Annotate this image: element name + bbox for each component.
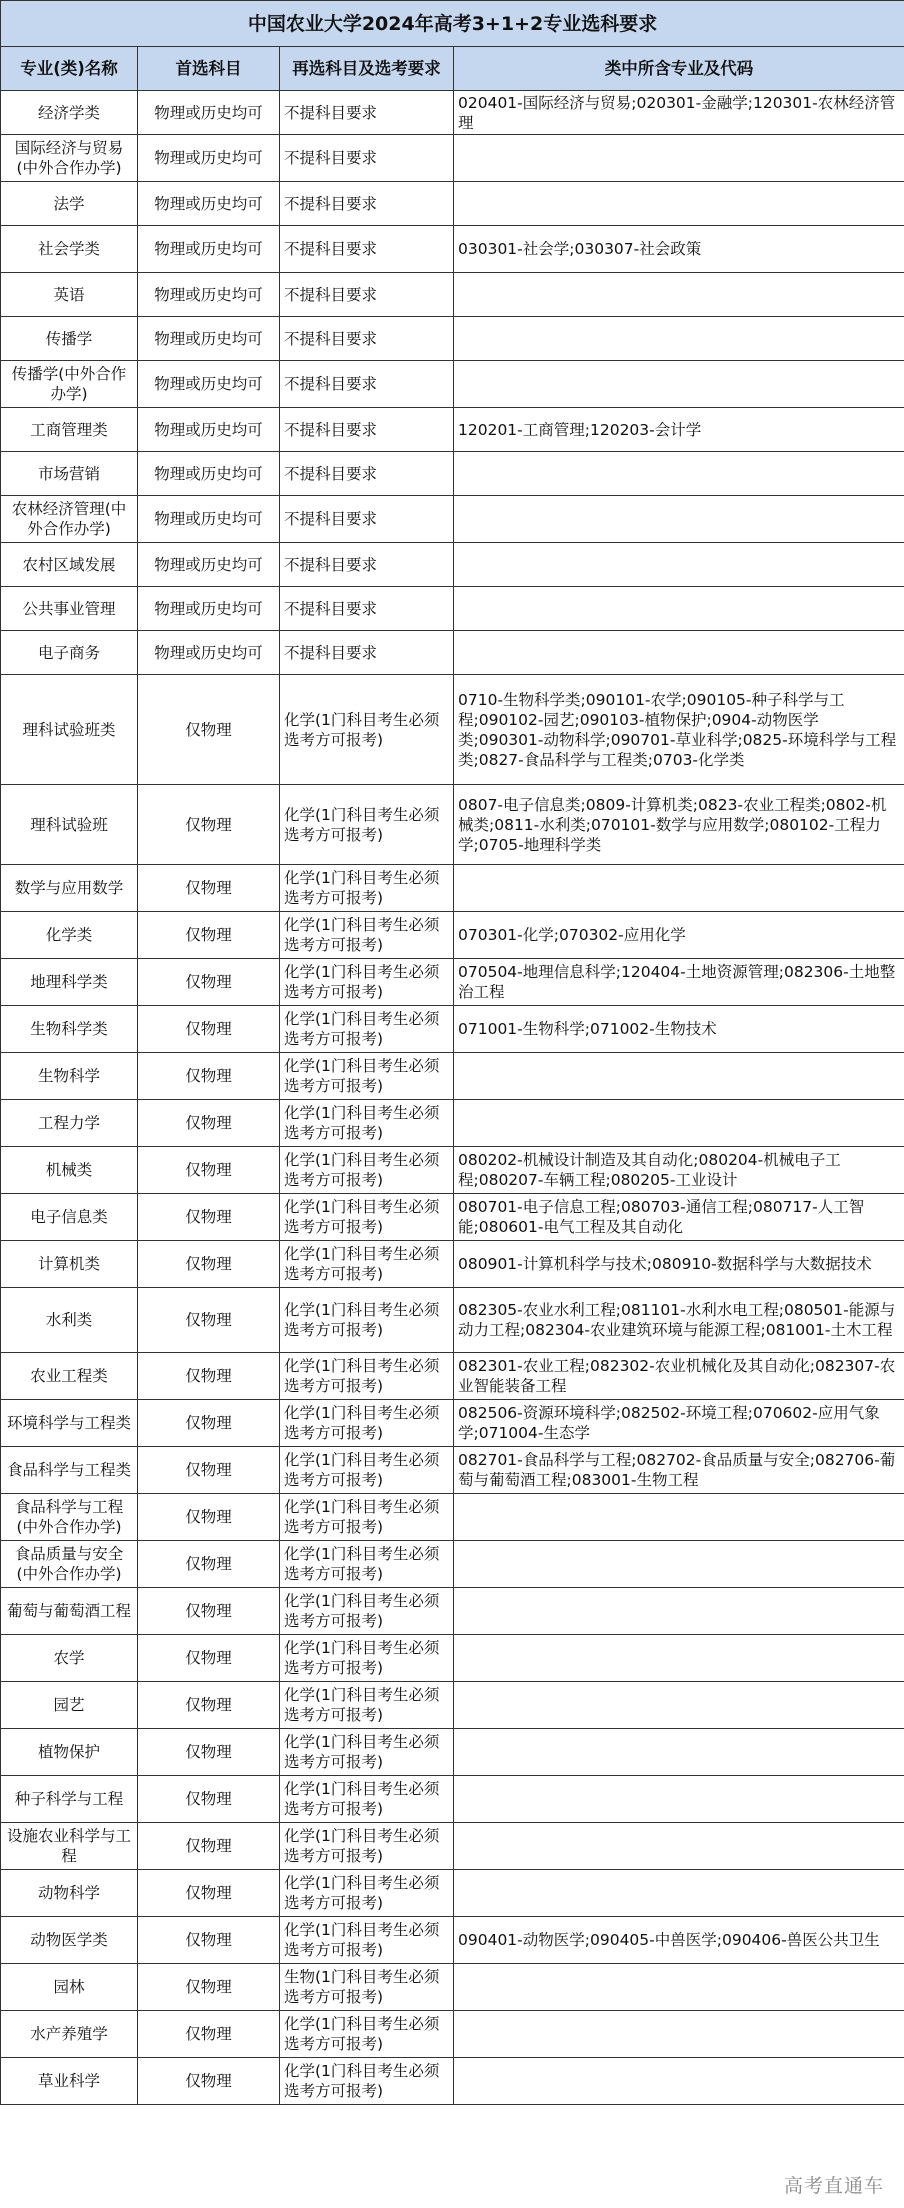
first-subject-cell: 仅物理 xyxy=(138,1241,280,1288)
first-subject-cell: 仅物理 xyxy=(138,1353,280,1400)
first-subject-cell: 物理或历史均可 xyxy=(138,631,280,675)
included-majors-cell: 0710-生物科学类;090101-农学;090105-种子科学与工程;090102-园艺;090103-植物保护;0904-动物医学类;090301-动物科学;090701-草业科学;0825-环境科学与工程类;0827-食品科学与工程类;0703-化学类 xyxy=(454,675,904,785)
included-majors-cell xyxy=(454,543,904,587)
table-row xyxy=(1,226,904,273)
included-majors-cell xyxy=(454,317,904,361)
table-row xyxy=(1,317,904,361)
table-row xyxy=(1,1447,904,1494)
included-majors-cell xyxy=(454,1100,904,1147)
major-name-cell: 食品科学与工程类 xyxy=(1,1447,138,1494)
table-row xyxy=(1,865,904,912)
second-subject-cell: 不提科目要求 xyxy=(280,273,454,317)
second-subject-cell: 化学(1门科目考生必须选考方可报考) xyxy=(280,1635,454,1682)
second-subject-cell: 不提科目要求 xyxy=(280,226,454,273)
included-majors-cell: 120201-工商管理;120203-会计学 xyxy=(454,408,904,452)
first-subject-cell: 仅物理 xyxy=(138,1494,280,1541)
included-majors-cell xyxy=(454,631,904,675)
included-majors-cell xyxy=(454,865,904,912)
table-row xyxy=(1,1147,904,1194)
table-row xyxy=(1,1635,904,1682)
second-subject-cell: 不提科目要求 xyxy=(280,452,454,496)
major-name-cell: 电子信息类 xyxy=(1,1194,138,1241)
table-row xyxy=(1,1053,904,1100)
table-row xyxy=(1,959,904,1006)
table-row xyxy=(1,408,904,452)
first-subject-cell: 仅物理 xyxy=(138,1400,280,1447)
major-name-cell: 动物医学类 xyxy=(1,1917,138,1964)
second-subject-cell: 化学(1门科目考生必须选考方可报考) xyxy=(280,1447,454,1494)
major-name-cell: 食品质量与安全(中外合作办学) xyxy=(1,1541,138,1588)
included-majors-cell xyxy=(454,1870,904,1917)
first-subject-cell: 仅物理 xyxy=(138,1147,280,1194)
second-subject-cell: 化学(1门科目考生必须选考方可报考) xyxy=(280,1870,454,1917)
table-row xyxy=(1,1917,904,1964)
second-subject-cell: 不提科目要求 xyxy=(280,135,454,182)
major-name-cell: 环境科学与工程类 xyxy=(1,1400,138,1447)
included-majors-cell xyxy=(454,1494,904,1541)
second-subject-cell: 化学(1门科目考生必须选考方可报考) xyxy=(280,1241,454,1288)
first-subject-cell: 仅物理 xyxy=(138,2011,280,2058)
included-majors-cell xyxy=(454,587,904,631)
first-subject-cell: 仅物理 xyxy=(138,1541,280,1588)
included-majors-cell xyxy=(454,452,904,496)
header-major-name: 专业(类)名称 xyxy=(1,47,138,91)
table-row xyxy=(1,1494,904,1541)
major-name-cell: 传播学(中外合作办学) xyxy=(1,361,138,408)
included-majors-cell xyxy=(454,1541,904,1588)
first-subject-cell: 仅物理 xyxy=(138,912,280,959)
second-subject-cell: 化学(1门科目考生必须选考方可报考) xyxy=(280,1776,454,1823)
first-subject-cell: 物理或历史均可 xyxy=(138,361,280,408)
table-row xyxy=(1,452,904,496)
second-subject-cell: 化学(1门科目考生必须选考方可报考) xyxy=(280,1053,454,1100)
table-row xyxy=(1,135,904,182)
table-row xyxy=(1,785,904,865)
second-subject-cell: 化学(1门科目考生必须选考方可报考) xyxy=(280,1288,454,1353)
second-subject-cell: 不提科目要求 xyxy=(280,587,454,631)
included-majors-cell: 082301-农业工程;082302-农业机械化及其自动化;082307-农业智能装备工程 xyxy=(454,1353,904,1400)
first-subject-cell: 物理或历史均可 xyxy=(138,135,280,182)
first-subject-cell: 物理或历史均可 xyxy=(138,226,280,273)
second-subject-cell: 化学(1门科目考生必须选考方可报考) xyxy=(280,2011,454,2058)
table-row xyxy=(1,1353,904,1400)
table-row xyxy=(1,1870,904,1917)
major-name-cell: 英语 xyxy=(1,273,138,317)
table-row xyxy=(1,2011,904,2058)
major-name-cell: 计算机类 xyxy=(1,1241,138,1288)
major-name-cell: 农村区域发展 xyxy=(1,543,138,587)
second-subject-cell: 化学(1门科目考生必须选考方可报考) xyxy=(280,1147,454,1194)
second-subject-cell: 化学(1门科目考生必须选考方可报考) xyxy=(280,1729,454,1776)
table-title: 中国农业大学2024年高考3+1+2专业选科要求 xyxy=(1,1,904,47)
major-name-cell: 水产养殖学 xyxy=(1,2011,138,2058)
major-name-cell: 机械类 xyxy=(1,1147,138,1194)
major-name-cell: 农学 xyxy=(1,1635,138,1682)
table-row xyxy=(1,1006,904,1053)
included-majors-cell xyxy=(454,1823,904,1870)
major-name-cell: 生物科学类 xyxy=(1,1006,138,1053)
major-name-cell: 农业工程类 xyxy=(1,1353,138,1400)
first-subject-cell: 物理或历史均可 xyxy=(138,496,280,543)
second-subject-cell: 化学(1门科目考生必须选考方可报考) xyxy=(280,959,454,1006)
second-subject-cell: 化学(1门科目考生必须选考方可报考) xyxy=(280,1400,454,1447)
second-subject-cell: 化学(1门科目考生必须选考方可报考) xyxy=(280,865,454,912)
major-name-cell: 社会学类 xyxy=(1,226,138,273)
second-subject-cell: 化学(1门科目考生必须选考方可报考) xyxy=(280,1541,454,1588)
major-name-cell: 地理科学类 xyxy=(1,959,138,1006)
second-subject-cell: 化学(1门科目考生必须选考方可报考) xyxy=(280,1588,454,1635)
included-majors-cell: 070301-化学;070302-应用化学 xyxy=(454,912,904,959)
first-subject-cell: 物理或历史均可 xyxy=(138,408,280,452)
table-row xyxy=(1,273,904,317)
first-subject-cell: 仅物理 xyxy=(138,1588,280,1635)
major-name-cell: 草业科学 xyxy=(1,2058,138,2105)
table-row xyxy=(1,1241,904,1288)
table-row xyxy=(1,1823,904,1870)
second-subject-cell: 不提科目要求 xyxy=(280,631,454,675)
second-subject-cell: 化学(1门科目考生必须选考方可报考) xyxy=(280,1100,454,1147)
table-row xyxy=(1,1400,904,1447)
included-majors-cell: 082305-农业水利工程;081101-水利水电工程;080501-能源与动力工程;082304-农业建筑环境与能源工程;081001-土木工程 xyxy=(454,1288,904,1353)
included-majors-cell xyxy=(454,2058,904,2105)
major-name-cell: 市场营销 xyxy=(1,452,138,496)
table-row xyxy=(1,1776,904,1823)
included-majors-cell: 030301-社会学;030307-社会政策 xyxy=(454,226,904,273)
first-subject-cell: 仅物理 xyxy=(138,1870,280,1917)
second-subject-cell: 不提科目要求 xyxy=(280,408,454,452)
first-subject-cell: 仅物理 xyxy=(138,1006,280,1053)
second-subject-cell: 不提科目要求 xyxy=(280,543,454,587)
table-row xyxy=(1,1194,904,1241)
major-name-cell: 葡萄与葡萄酒工程 xyxy=(1,1588,138,1635)
second-subject-cell: 化学(1门科目考生必须选考方可报考) xyxy=(280,1006,454,1053)
included-majors-cell xyxy=(454,1053,904,1100)
major-name-cell: 理科试验班类 xyxy=(1,675,138,785)
major-name-cell: 园林 xyxy=(1,1964,138,2011)
major-name-cell: 公共事业管理 xyxy=(1,587,138,631)
table-row xyxy=(1,2058,904,2105)
included-majors-cell: 070504-地理信息科学;120404-土地资源管理;082306-土地整治工程 xyxy=(454,959,904,1006)
table-row xyxy=(1,543,904,587)
table-row xyxy=(1,631,904,675)
included-majors-cell: 080701-电子信息工程;080703-通信工程;080717-人工智能;080601-电气工程及其自动化 xyxy=(454,1194,904,1241)
included-majors-cell xyxy=(454,1682,904,1729)
watermark: 高考直通车 xyxy=(783,2175,884,2197)
table-row xyxy=(1,1100,904,1147)
first-subject-cell: 仅物理 xyxy=(138,2058,280,2105)
first-subject-cell: 仅物理 xyxy=(138,1447,280,1494)
first-subject-cell: 仅物理 xyxy=(138,1729,280,1776)
major-name-cell: 工商管理类 xyxy=(1,408,138,452)
included-majors-cell: 071001-生物科学;071002-生物技术 xyxy=(454,1006,904,1053)
major-name-cell: 法学 xyxy=(1,182,138,226)
included-majors-cell: 082506-资源环境科学;082502-环境工程;070602-应用气象学;071004-生态学 xyxy=(454,1400,904,1447)
first-subject-cell: 仅物理 xyxy=(138,1100,280,1147)
second-subject-cell: 化学(1门科目考生必须选考方可报考) xyxy=(280,1917,454,1964)
major-name-cell: 植物保护 xyxy=(1,1729,138,1776)
table-row xyxy=(1,675,904,785)
second-subject-cell: 化学(1门科目考生必须选考方可报考) xyxy=(280,1823,454,1870)
second-subject-cell: 化学(1门科目考生必须选考方可报考) xyxy=(280,912,454,959)
table-row xyxy=(1,1682,904,1729)
second-subject-cell: 化学(1门科目考生必须选考方可报考) xyxy=(280,785,454,865)
second-subject-cell: 化学(1门科目考生必须选考方可报考) xyxy=(280,1353,454,1400)
table-row xyxy=(1,1288,904,1353)
included-majors-cell xyxy=(454,361,904,408)
second-subject-cell: 化学(1门科目考生必须选考方可报考) xyxy=(280,1494,454,1541)
included-majors-cell xyxy=(454,1635,904,1682)
included-majors-cell: 080202-机械设计制造及其自动化;080204-机械电子工程;080207-车辆工程;080205-工业设计 xyxy=(454,1147,904,1194)
first-subject-cell: 仅物理 xyxy=(138,1288,280,1353)
major-name-cell: 传播学 xyxy=(1,317,138,361)
second-subject-cell: 化学(1门科目考生必须选考方可报考) xyxy=(280,1194,454,1241)
major-name-cell: 数学与应用数学 xyxy=(1,865,138,912)
table-row xyxy=(1,1541,904,1588)
second-subject-cell: 不提科目要求 xyxy=(280,91,454,135)
table-row xyxy=(1,182,904,226)
included-majors-cell xyxy=(454,273,904,317)
second-subject-cell: 不提科目要求 xyxy=(280,496,454,543)
first-subject-cell: 仅物理 xyxy=(138,1964,280,2011)
included-majors-cell xyxy=(454,2011,904,2058)
first-subject-cell: 仅物理 xyxy=(138,675,280,785)
second-subject-cell: 化学(1门科目考生必须选考方可报考) xyxy=(280,675,454,785)
table-row xyxy=(1,496,904,543)
major-name-cell: 种子科学与工程 xyxy=(1,1776,138,1823)
first-subject-cell: 仅物理 xyxy=(138,785,280,865)
first-subject-cell: 物理或历史均可 xyxy=(138,317,280,361)
table-body xyxy=(1,91,904,2105)
second-subject-cell: 化学(1门科目考生必须选考方可报考) xyxy=(280,1682,454,1729)
first-subject-cell: 物理或历史均可 xyxy=(138,182,280,226)
first-subject-cell: 物理或历史均可 xyxy=(138,91,280,135)
header-second-subject: 再选科目及选考要求 xyxy=(280,47,454,91)
included-majors-cell xyxy=(454,1776,904,1823)
first-subject-cell: 仅物理 xyxy=(138,959,280,1006)
major-name-cell: 生物科学 xyxy=(1,1053,138,1100)
second-subject-cell: 化学(1门科目考生必须选考方可报考) xyxy=(280,2058,454,2105)
first-subject-cell: 物理或历史均可 xyxy=(138,273,280,317)
table-row xyxy=(1,912,904,959)
first-subject-cell: 物理或历史均可 xyxy=(138,452,280,496)
included-majors-cell xyxy=(454,1729,904,1776)
major-name-cell: 化学类 xyxy=(1,912,138,959)
major-name-cell: 工程力学 xyxy=(1,1100,138,1147)
major-name-cell: 理科试验班 xyxy=(1,785,138,865)
major-name-cell: 动物科学 xyxy=(1,1870,138,1917)
table-row xyxy=(1,91,904,135)
included-majors-cell: 082701-食品科学与工程;082702-食品质量与安全;082706-葡萄与葡萄酒工程;083001-生物工程 xyxy=(454,1447,904,1494)
table-row xyxy=(1,361,904,408)
first-subject-cell: 仅物理 xyxy=(138,1917,280,1964)
first-subject-cell: 仅物理 xyxy=(138,1635,280,1682)
included-majors-cell xyxy=(454,496,904,543)
header-first-subject: 首选科目 xyxy=(138,47,280,91)
major-name-cell: 经济学类 xyxy=(1,91,138,135)
second-subject-cell: 不提科目要求 xyxy=(280,361,454,408)
included-majors-cell: 090401-动物医学;090405-中兽医学;090406-兽医公共卫生 xyxy=(454,1917,904,1964)
table-row xyxy=(1,1964,904,2011)
first-subject-cell: 仅物理 xyxy=(138,1682,280,1729)
first-subject-cell: 仅物理 xyxy=(138,1194,280,1241)
included-majors-cell: 020401-国际经济与贸易;020301-金融学;120301-农林经济管理 xyxy=(454,91,904,135)
first-subject-cell: 仅物理 xyxy=(138,1776,280,1823)
major-name-cell: 国际经济与贸易(中外合作办学) xyxy=(1,135,138,182)
first-subject-cell: 物理或历史均可 xyxy=(138,587,280,631)
major-name-cell: 水利类 xyxy=(1,1288,138,1353)
first-subject-cell: 仅物理 xyxy=(138,1823,280,1870)
major-name-cell: 电子商务 xyxy=(1,631,138,675)
second-subject-cell: 生物(1门科目考生必须选考方可报考) xyxy=(280,1964,454,2011)
first-subject-cell: 仅物理 xyxy=(138,865,280,912)
included-majors-cell: 080901-计算机科学与技术;080910-数据科学与大数据技术 xyxy=(454,1241,904,1288)
major-name-cell: 园艺 xyxy=(1,1682,138,1729)
table-row xyxy=(1,587,904,631)
first-subject-cell: 仅物理 xyxy=(138,1053,280,1100)
included-majors-cell xyxy=(454,135,904,182)
first-subject-cell: 物理或历史均可 xyxy=(138,543,280,587)
table-row xyxy=(1,1588,904,1635)
included-majors-cell: 0807-电子信息类;0809-计算机类;0823-农业工程类;0802-机械类;0811-水利类;070101-数学与应用数学;080102-工程力学;0705-地理科学类 xyxy=(454,785,904,865)
second-subject-cell: 不提科目要求 xyxy=(280,317,454,361)
major-name-cell: 设施农业科学与工程 xyxy=(1,1823,138,1870)
included-majors-cell xyxy=(454,1964,904,2011)
table-row xyxy=(1,1729,904,1776)
included-majors-cell xyxy=(454,1588,904,1635)
second-subject-cell: 不提科目要求 xyxy=(280,182,454,226)
major-name-cell: 农林经济管理(中外合作办学) xyxy=(1,496,138,543)
header-included-majors: 类中所含专业及代码 xyxy=(454,47,904,91)
included-majors-cell xyxy=(454,182,904,226)
major-name-cell: 食品科学与工程(中外合作办学) xyxy=(1,1494,138,1541)
